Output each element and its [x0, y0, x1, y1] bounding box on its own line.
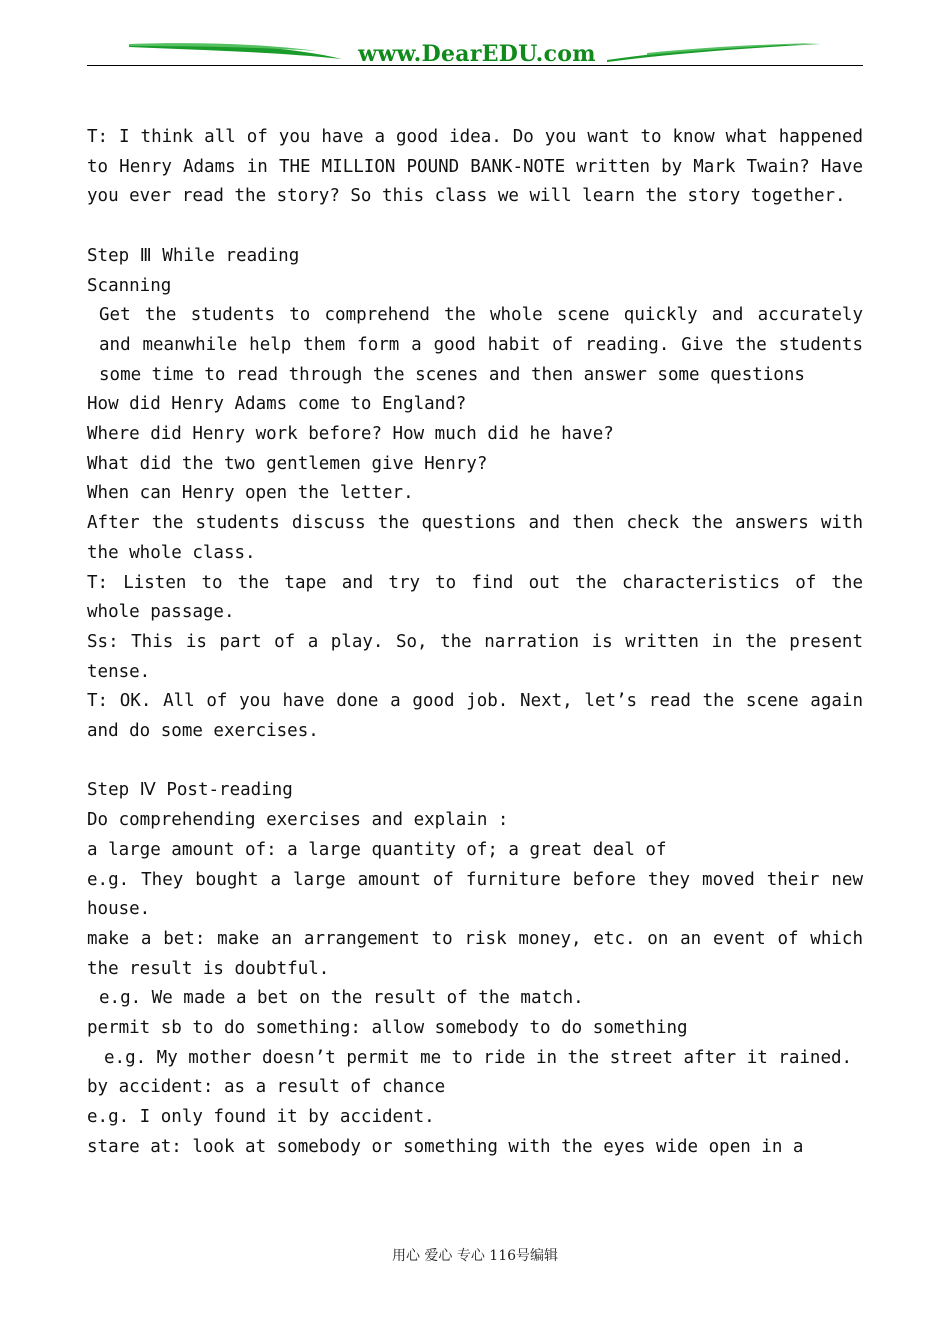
page-header [87, 38, 863, 70]
header-rule [87, 65, 863, 66]
paragraph: After the students discuss the questions and then check the answers with the whole class. [87, 513, 863, 563]
vocab-definition: a large amount of: a large quantity of; a great deal of [87, 839, 667, 860]
vocab-example: e.g. I only found it by accident. [87, 1107, 435, 1128]
question-line: When can Henry open the letter. [87, 483, 414, 504]
page-footer: 用心 爱心 专心 116号编辑 [391, 1248, 559, 1264]
dialogue-line: T: Listen to the tape and try to find out the characteristics of the whole passage. [87, 572, 863, 623]
paragraph: Get the students to comprehend the whole scene quickly and accurately and meanwhile help them form a good habit of reading. Give the students some time to read through the scenes and then answer some questions [99, 305, 863, 385]
vocab-definition: make a bet: make an arrangement to risk money, etc. on an event of which the result is doubtful. [87, 928, 863, 979]
question-line: Where did Henry work before? How much did he have? [87, 424, 614, 445]
document-body [87, 123, 863, 1163]
paragraph: T: I think all of you have a good idea. Do you want to know what happened to Henry Adams in THE MILLION POUND BANK-NOTE written by Mark Twain? Have you ever read the story? So this class we will learn the story together. [87, 127, 863, 207]
vocab-example: e.g. They bought a large amount of furniture before they moved their new house. [87, 869, 863, 920]
dialogue-line: Ss: This is part of a play. So, the narration is written in the present tense. [87, 631, 863, 682]
paragraph: Do comprehending exercises and explain : [87, 810, 509, 831]
vocab-definition: stare at: look at somebody or something with the eyes wide open in a [87, 1136, 804, 1157]
subheading: Scanning [87, 275, 172, 296]
section-heading: Step Ⅲ While reading [87, 245, 300, 266]
question-line: What did the two gentlemen give Henry? [87, 453, 488, 474]
blank-line [87, 212, 863, 242]
dialogue-line: T: OK. All of you have done a good job. Next, let’s read the scene again and do some exercises. [87, 691, 863, 742]
site-name: www.DearEDU.com [358, 41, 596, 67]
section-heading: Step Ⅳ Post-reading [87, 780, 293, 801]
blank-line [87, 747, 863, 777]
vocab-example: e.g. We made a bet on the result of the match. [99, 988, 584, 1009]
vocab-example: e.g. My mother doesn’t permit me to ride in the street after it rained. [104, 1047, 853, 1068]
question-line: How did Henry Adams come to England? [87, 394, 467, 415]
vocab-definition: by accident: as a result of chance [87, 1077, 446, 1098]
vocab-definition: permit sb to do something: allow somebody to do something [87, 1018, 688, 1039]
